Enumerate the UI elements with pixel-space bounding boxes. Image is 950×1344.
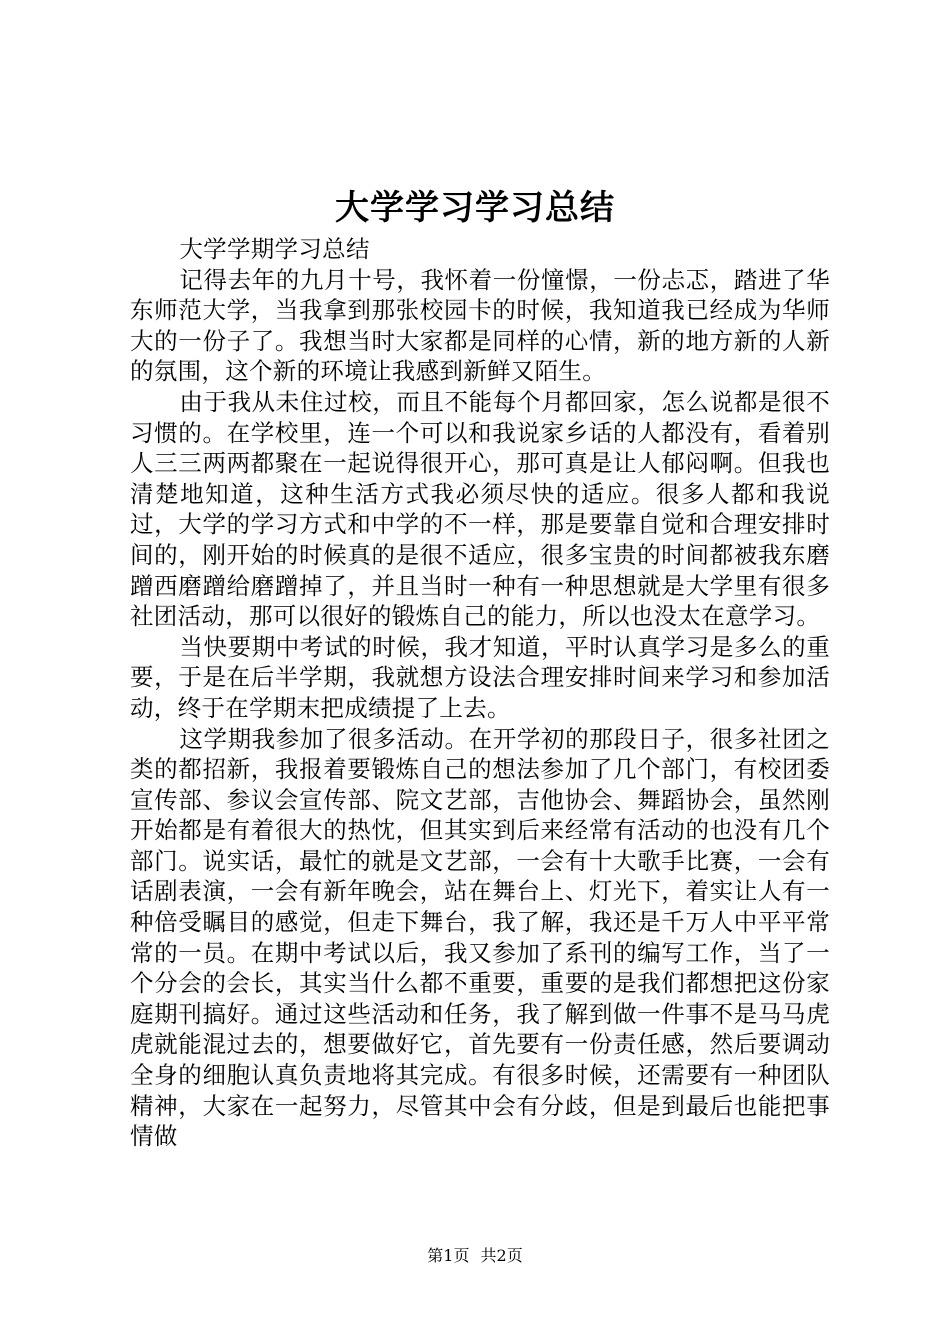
page-footer	[0, 1245, 950, 1267]
body-paragraph: 当快要期中考试的时候，我才知道，平时认真学习是多么的重要，于是在后半学期，我就想方设法合理安排时间来学习和参加活动，终于在学期末把成绩提了上去。	[130, 632, 830, 722]
page-total: 共2页	[480, 1246, 523, 1265]
document-title: 大学学习学习总结	[335, 188, 615, 228]
body-paragraph: 记得去年的九月十号，我怀着一份憧憬，一份忐忑，踏进了华东师范大学，当我拿到那张校园卡的时候，我知道我已经成为华师大的一份子了。我想当时大家都是同样的心情，新的地方新的人新的氛围，这个新的环境让我感到新鲜又陌生。	[130, 265, 830, 386]
subtitle-paragraph: 大学学期学习总结	[179, 235, 370, 263]
body-paragraph: 由于我从未住过校，而且不能每个月都回家，怎么说都是很不习惯的。在学校里，连一个可以和我说家乡话的人都没有，看着别人三三两两都聚在一起说得很开心，那可真是让人郁闷啊。但我也清楚地知道，这种生活方式我必须尽快的适应。很多人都和我说过，大学的学习方式和中学的不一样，那是要靠自觉和合理安排时间的，刚开始的时候真的是很不适应，很多宝贵的时间都被我东磨蹭西磨蹭给磨蹭掉了，并且当时一种有一种思想就是大学里有很多社团活动，那可以很好的锻炼自己的能力，所以也没太在意学习。	[130, 387, 830, 631]
document-body	[130, 234, 830, 1152]
body-paragraph: 这学期我参加了很多活动。在开学初的那段日子，很多社团之类的都招新，我报着要锻炼自己的想法参加了几个部门，有校团委宣传部、参议会宣传部、院文艺部，吉他协会、舞蹈协会，虽然刚开始都是有着很大的热忱，但其实到后来经常有活动的也没有几个部门。说实话，最忙的就是文艺部，一会有十大歌手比赛，一会有话剧表演，一会有新年晚会，站在舞台上、灯光下，着实让人有一种倍受瞩目的感觉，但走下舞台，我了解，我还是千万人中平平常常的一员。在期中考试以后，我又参加了系刊的编写工作，当了一个分会的会长，其实当什么都不重要，重要的是我们都想把这份家庭期刊搞好。通过这些活动和任务，我了解到做一件事不是马马虎虎就能混过去的，想要做好它，首先要有一份责任感，然后要调动全身的细胞认真负责地将其完成。有很多时候，还需要有一种团队精神，大家在一起努力，尽管其中会有分歧，但是到最后也能把事情做	[130, 724, 830, 1151]
page-number: 第1页	[427, 1246, 470, 1265]
